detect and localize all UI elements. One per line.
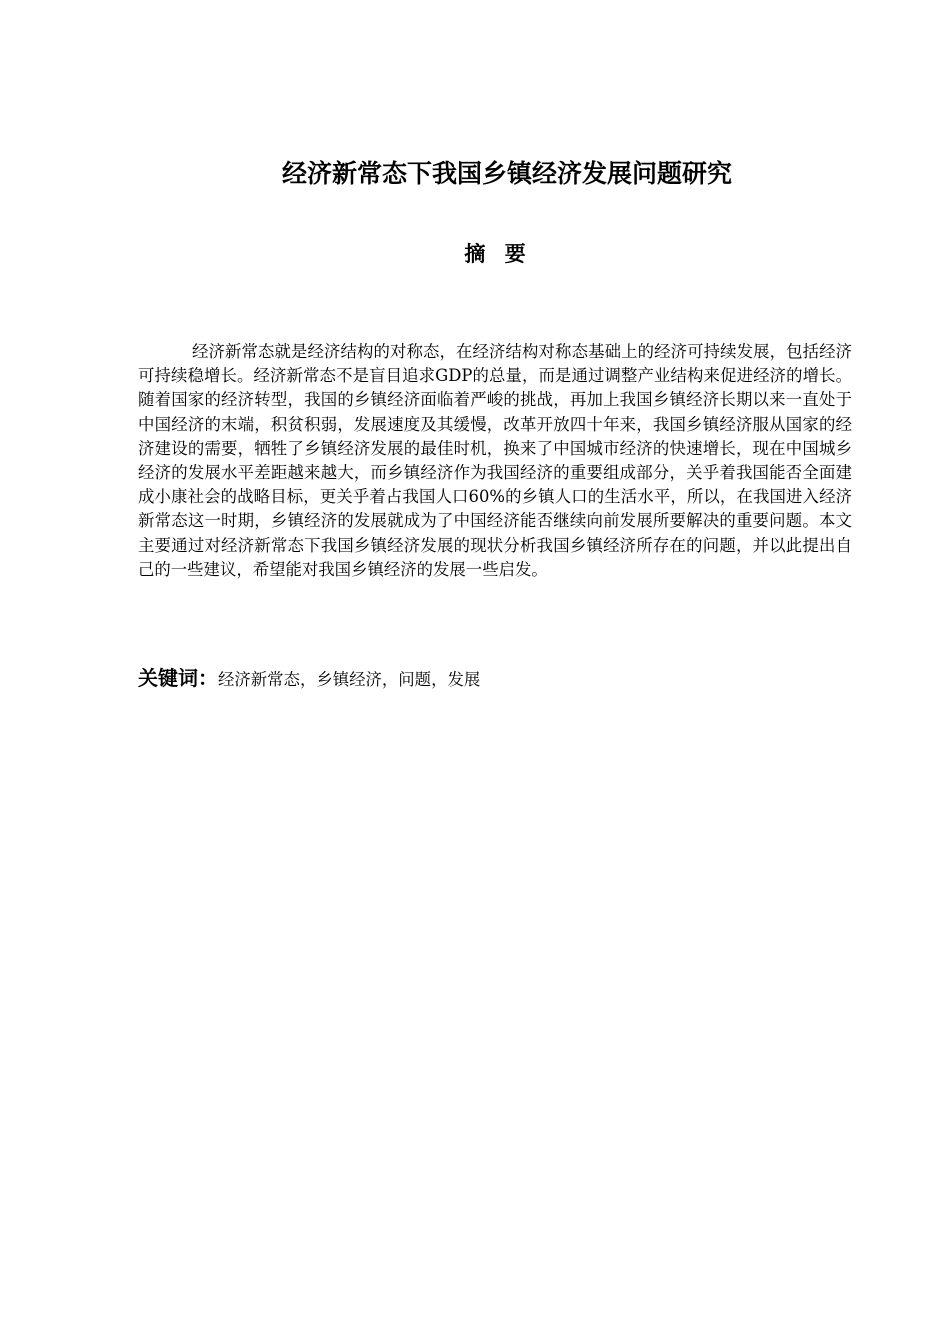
abstract-heading: 摘 要 <box>464 242 532 266</box>
keywords-text: 经济新常态，乡镇经济，问题，发展 <box>218 670 481 689</box>
keywords-label: 关键词： <box>138 666 218 690</box>
keywords-line <box>138 664 852 694</box>
abstract-paragraph: 经济新常态就是经济结构的对称态，在经济结构对称态基础上的经济可持续发展，包括经济可持续稳增长。经济新常态不是盲目追求GDP的总量，而是通过调整产业结构来促进经济的增长。随着国家的经济转型，我国的乡镇经济面临着严峻的挑战，再加上我国乡镇经济长期以来一直处于中国经济的末端，积贫积弱，发展速度及其缓慢，改革开放四十年来，我国乡镇经济服从国家的经济建设的需要，牺牲了乡镇经济发展的最佳时机，换来了中国城市经济的快速增长，现在中国城乡经济的发展水平差距越来越大，而乡镇经济作为我国经济的重要组成部分，关乎着我国能否全面建成小康社会的战略目标，更关乎着占我国人口60%的乡镇人口的生活水平，所以，在我国进入经济新常态这一时期，乡镇经济的发展就成为了中国经济能否继续向前发展所要解决的重要问题。本文主要通过对经济新常态下我国乡镇经济发展的现状分析我国乡镇经济所存在的问题，并以此提出自己的一些建议，希望能对我国乡镇经济的发展一些启发。 <box>138 342 852 579</box>
document-title: 经济新常态下我国乡镇经济发展问题研究 <box>281 159 732 188</box>
